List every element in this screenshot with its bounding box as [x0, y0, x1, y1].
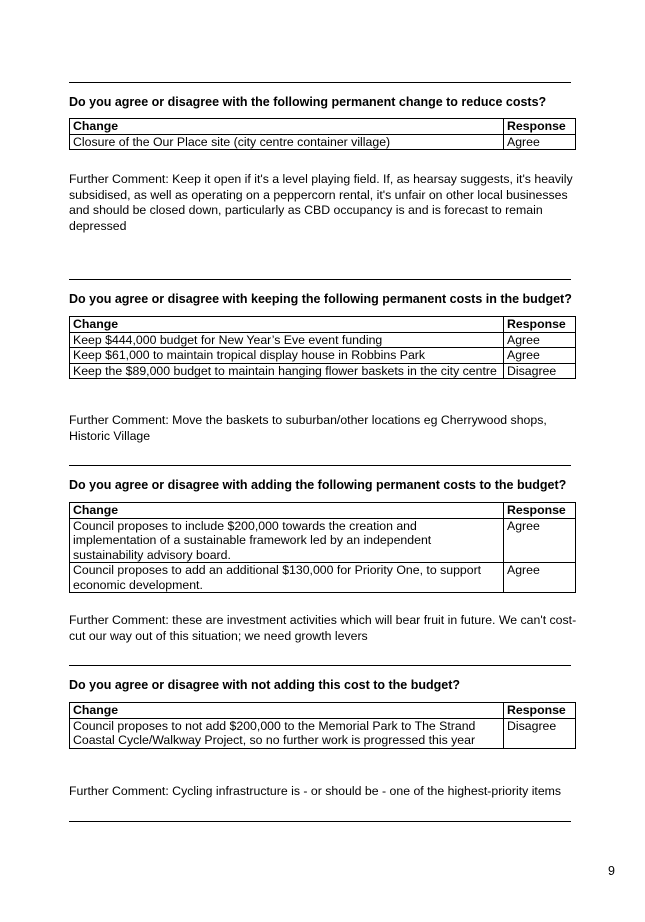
- question-heading: Do you agree or disagree with adding the following permanent costs to the budget?: [69, 478, 567, 492]
- further-comment: Further Comment: Keep it open if it's a level playing field. If, as hearsay suggests, it's heavily subsidised, as well as operating on a peppercorn rental, it's unfair on other local businesses and should be closed down, particularly as CBD occupancy is and is forecast to remain depressed: [69, 172, 573, 233]
- table-row: [70, 134, 576, 150]
- section-divider: [69, 82, 571, 83]
- question-heading: Do you agree or disagree with keeping the following permanent costs in the budget?: [69, 292, 572, 306]
- change-cell: Keep the $89,000 budget to maintain hanging flower baskets in the city centre: [70, 363, 504, 379]
- change-column-header: Change: [70, 317, 504, 333]
- response-cell: Disagree: [504, 363, 576, 379]
- change-column-header: Change: [70, 703, 504, 719]
- table-row: [70, 332, 576, 348]
- response-cell: Agree: [504, 518, 576, 563]
- table-header-row: [70, 119, 576, 135]
- section-divider: [69, 279, 571, 280]
- response-table: [69, 316, 576, 379]
- response-table: [69, 502, 576, 593]
- table-row: [70, 363, 576, 379]
- response-column-header: Response: [504, 317, 576, 333]
- table-header-row: [70, 317, 576, 333]
- change-cell: Council proposes to include $200,000 towards the creation and implementation of a sustainable framework led by an independent sustainability advisory board.: [70, 518, 504, 563]
- response-column-header: Response: [504, 703, 576, 719]
- question-heading: Do you agree or disagree with not adding this cost to the budget?: [69, 678, 460, 692]
- section-divider: [69, 665, 571, 666]
- response-table: [69, 702, 576, 749]
- further-comment: Further Comment: Cycling infrastructure is - or should be - one of the highest-priority items: [69, 784, 562, 798]
- table-header-row: [70, 703, 576, 719]
- response-cell: Agree: [504, 348, 576, 364]
- table-header-row: [70, 503, 576, 519]
- response-column-header: Response: [504, 503, 576, 519]
- question-heading: Do you agree or disagree with the following permanent change to reduce costs?: [69, 95, 547, 109]
- change-column-header: Change: [70, 119, 504, 135]
- section-divider: [69, 821, 571, 822]
- change-cell: Closure of the Our Place site (city centre container village): [70, 134, 504, 150]
- response-cell: Agree: [504, 134, 576, 150]
- change-cell: Keep $444,000 budget for New Year’s Eve event funding: [70, 332, 504, 348]
- section-divider: [69, 465, 571, 466]
- change-cell: Council proposes to add an additional $130,000 for Priority One, to support economic development.: [70, 563, 504, 593]
- response-column-header: Response: [504, 119, 576, 135]
- table-row: [70, 518, 576, 563]
- page-number: 9: [608, 864, 615, 878]
- response-cell: Agree: [504, 332, 576, 348]
- further-comment: Further Comment: these are investment activities which will bear fruit in future. We can't cost-cut our way out of this situation; we need growth levers: [69, 613, 577, 643]
- change-cell: Council proposes to not add $200,000 to the Memorial Park to The Strand Coastal Cycle/Walkway Project, so no further work is progressed this year: [70, 718, 504, 748]
- response-cell: Agree: [504, 563, 576, 593]
- response-table: [69, 118, 576, 150]
- change-column-header: Change: [70, 503, 504, 519]
- table-row: [70, 718, 576, 748]
- further-comment: Further Comment: Move the baskets to suburban/other locations eg Cherrywood shops, Historic Village: [69, 413, 547, 443]
- table-row: [70, 563, 576, 593]
- response-cell: Disagree: [504, 718, 576, 748]
- table-row: [70, 348, 576, 364]
- change-cell: Keep $61,000 to maintain tropical display house in Robbins Park: [70, 348, 504, 364]
